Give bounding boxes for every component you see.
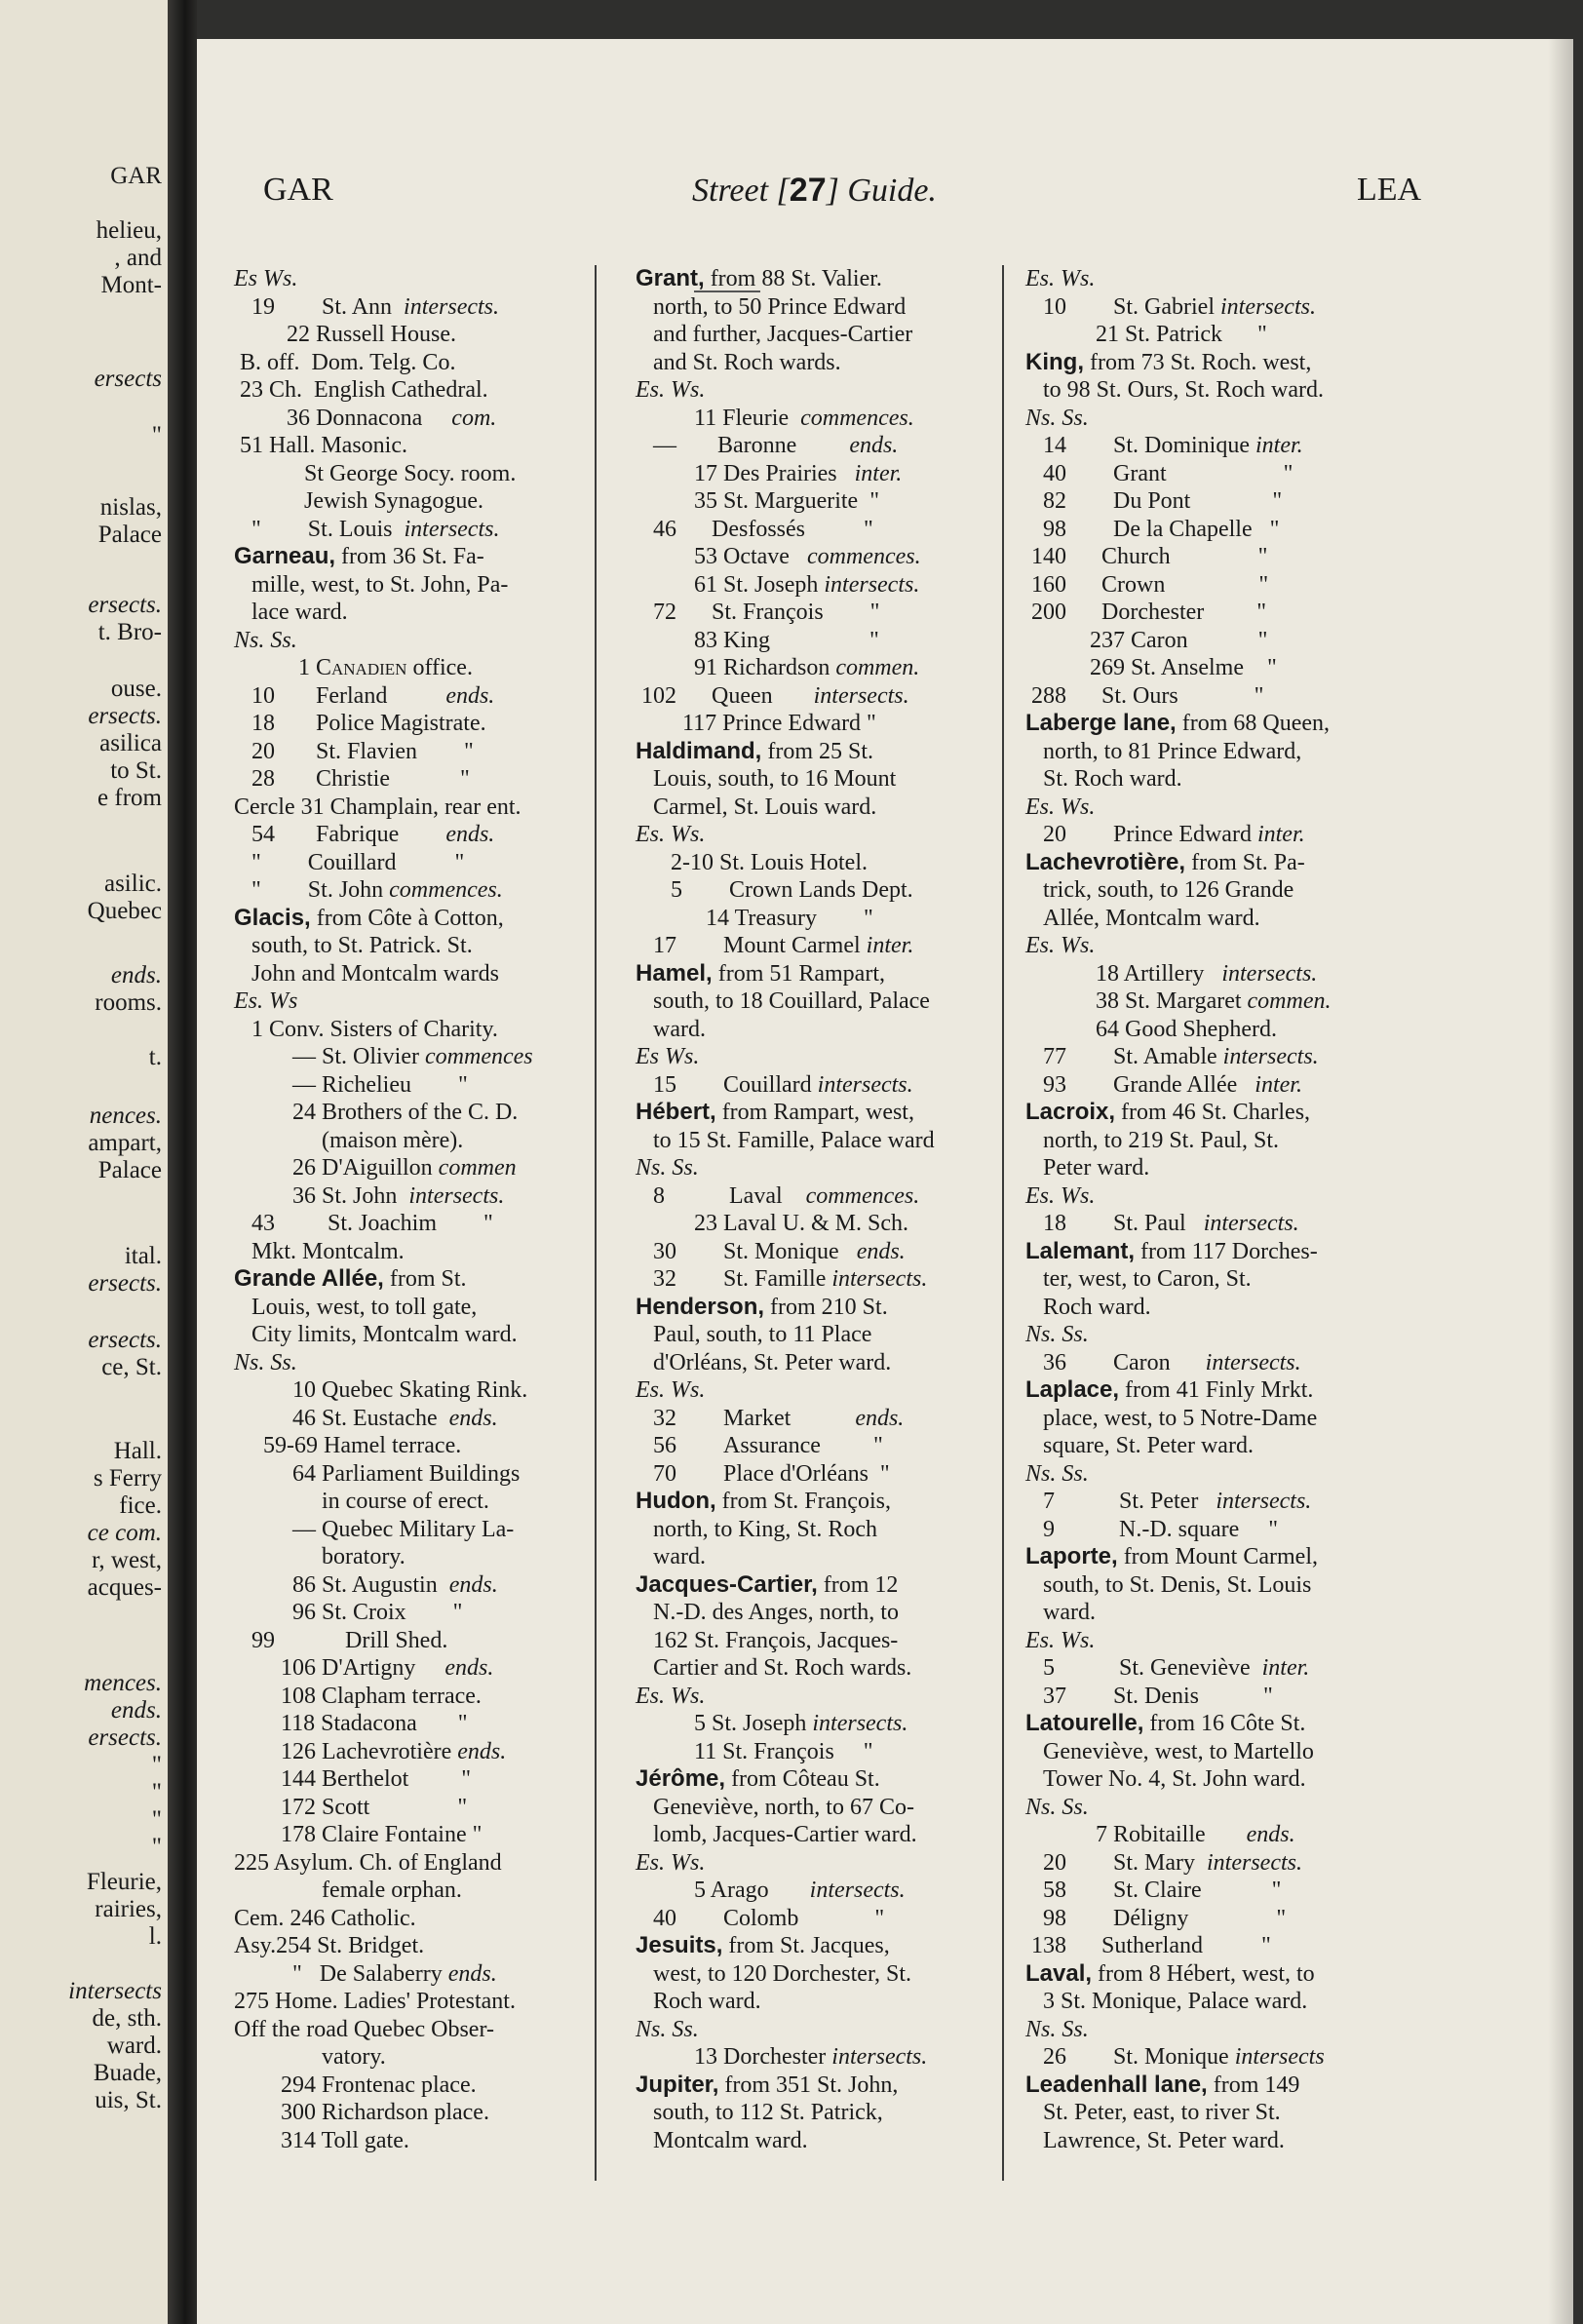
- directory-line: 106 D'Artigny ends.: [234, 1655, 494, 1681]
- directory-line: Ns. Ss.: [1025, 1322, 1089, 1347]
- directory-line: 275 Home. Ladies' Protestant.: [234, 1989, 516, 2014]
- directory-line: Laporte, from Mount Carmel,: [1025, 1543, 1318, 1569]
- directory-line: 14 St. Dominique inter.: [1025, 433, 1303, 458]
- directory-line: 24 Brothers of the C. D.: [234, 1100, 519, 1125]
- directory-line: Asy.254 St. Bridget.: [234, 1933, 425, 1958]
- directory-line: d'Orléans, St. Peter ward.: [636, 1349, 892, 1375]
- directory-line: 23 Laval U. & M. Sch.: [636, 1211, 908, 1236]
- directory-line: Laval, from 8 Hébert, west, to: [1025, 1959, 1315, 1987]
- directory-line: Hudon, from St. François,: [636, 1488, 891, 1514]
- column-rule-left: [595, 265, 597, 2181]
- directory-line: south, to St. Denis, St. Louis: [1025, 1571, 1312, 1598]
- directory-line: Lawrence, St. Peter ward.: [1025, 2127, 1285, 2153]
- prev-page-line: l.: [148, 1923, 162, 1950]
- directory-line: Es. Ws.: [636, 1849, 706, 1876]
- directory-line: 61 St. Joseph intersects.: [636, 571, 920, 598]
- directory-line: Ns. Ss.: [1025, 2016, 1089, 2042]
- directory-line: 96 St. Croix ": [234, 1600, 463, 1625]
- directory-line: Off the road Quebec Obser-: [234, 2016, 494, 2042]
- directory-line: Lalemant, from 117 Dorches-: [1025, 1237, 1318, 1264]
- directory-line: 10 Quebec Skating Rink.: [234, 1377, 528, 1403]
- directory-line: Es. Ws.: [1025, 933, 1096, 958]
- directory-line: Montcalm ward.: [636, 2127, 808, 2153]
- directory-line: 46 Desfossés ": [636, 516, 873, 542]
- directory-line: Mkt. Montcalm.: [234, 1238, 405, 1264]
- directory-line: 300 Richardson place.: [234, 2100, 489, 2125]
- directory-line: 172 Scott ": [234, 1794, 468, 1820]
- directory-line: Geneviève, west, to Martello: [1025, 1738, 1314, 1764]
- directory-line: 1 Conv. Sisters of Charity.: [234, 1016, 498, 1042]
- prev-page-line: mences.: [84, 1670, 162, 1696]
- directory-line: 36 St. John intersects.: [234, 1182, 505, 1209]
- directory-line: Ns. Ss.: [1025, 1460, 1089, 1487]
- prev-page-line: ward.: [106, 2033, 162, 2059]
- directory-line: Es. Ws: [234, 988, 298, 1014]
- directory-line: 58 St. Claire ": [1025, 1878, 1282, 1903]
- prev-page-line: de, sth.: [92, 2005, 162, 2032]
- directory-line: 178 Claire Fontaine ": [234, 1822, 483, 1847]
- directory-line: west, to 120 Dorchester, St.: [636, 1960, 911, 1987]
- prev-page-line: ": [151, 422, 162, 448]
- directory-line: 32 St. Famille intersects.: [636, 1266, 928, 1292]
- directory-line: Laberge lane, from 68 Queen,: [1025, 710, 1331, 736]
- directory-line: 35 St. Marguerite ": [636, 488, 879, 514]
- directory-line: 7 Robitaille ends.: [1025, 1822, 1295, 1847]
- directory-line: Hébert, from Rampart, west,: [636, 1099, 914, 1125]
- directory-line: 56 Assurance ": [636, 1433, 883, 1458]
- directory-line: 64 Parliament Buildings: [234, 1460, 521, 1487]
- directory-line: place, west, to 5 Notre-Dame: [1025, 1405, 1318, 1431]
- directory-line: John and Montcalm wards: [234, 960, 499, 987]
- directory-line: 17 Des Prairies inter.: [636, 460, 903, 486]
- directory-line: 30 St. Monique ends.: [636, 1238, 906, 1264]
- directory-line: 83 King ": [636, 627, 879, 653]
- directory-line: (maison mère).: [234, 1127, 464, 1153]
- directory-line: 46 St. Eustache ends.: [234, 1405, 498, 1431]
- prev-page-line: ": [151, 1752, 162, 1778]
- directory-line: Roch ward.: [1025, 1294, 1151, 1320]
- prev-page-line: acques-: [87, 1574, 162, 1601]
- prev-page-line: nences.: [89, 1103, 162, 1129]
- prev-page-line: ersects.: [88, 1270, 162, 1297]
- directory-line: 10 Ferland ends.: [234, 682, 495, 709]
- prev-page-line: ": [151, 1806, 162, 1833]
- directory-line: Leadenhall lane, from 149: [1025, 2071, 1300, 2098]
- prev-page-line: ce, St.: [101, 1354, 162, 1380]
- directory-line: 40 Colomb ": [636, 1905, 885, 1931]
- directory-line: 15 Couillard intersects.: [636, 1071, 913, 1098]
- directory-line: 36 Donnacona com.: [234, 405, 497, 431]
- directory-line: — Richelieu ": [234, 1071, 468, 1098]
- directory-line: 8 Laval commences.: [636, 1182, 920, 1209]
- directory-line: north, to 50 Prince Edward: [636, 293, 907, 320]
- prev-page-line: Buade,: [93, 2060, 162, 2086]
- directory-line: " Couillard ": [234, 849, 465, 875]
- directory-line: Cercle 31 Champlain, rear ent.: [234, 794, 521, 820]
- directory-line: 59-69 Hamel terrace.: [234, 1433, 462, 1458]
- directory-line: 21 St. Patrick ": [1025, 322, 1267, 347]
- directory-line: 117 Prince Edward ": [636, 711, 876, 736]
- prev-page-line: fice.: [119, 1492, 162, 1519]
- directory-line: St George Socy. room.: [234, 460, 517, 486]
- directory-line: 64 Good Shepherd.: [1025, 1016, 1277, 1042]
- prev-page-line: nislas,: [99, 494, 162, 521]
- directory-line: Henderson, from 210 St.: [636, 1293, 888, 1320]
- prev-page-line: ": [151, 1834, 162, 1860]
- column-left: [234, 265, 641, 2154]
- prev-page-line: ends.: [110, 962, 162, 988]
- directory-line: 53 Octave commences.: [636, 544, 921, 569]
- directory-line: 18 St. Paul intersects.: [1025, 1211, 1299, 1236]
- directory-line: Geneviève, north, to 67 Co-: [636, 1794, 914, 1820]
- directory-line: 20 St. Mary intersects.: [1025, 1849, 1302, 1876]
- directory-line: 269 St. Anselme ": [1025, 655, 1277, 680]
- directory-line: 14 Treasury ": [636, 905, 873, 931]
- directory-line: 20 Prince Edward inter.: [1025, 822, 1305, 847]
- column-middle: [636, 265, 1037, 2154]
- directory-line: Jewish Synagogue.: [234, 488, 483, 514]
- prev-page-line: ampart,: [88, 1130, 162, 1156]
- directory-line: 9 N.-D. square ": [1025, 1516, 1279, 1542]
- directory-line: 118 Stadacona ": [234, 1711, 468, 1736]
- directory-line: 22 Russell House.: [234, 322, 456, 347]
- directory-line: north, to King, St. Roch: [636, 1516, 878, 1542]
- directory-line: Ns. Ss.: [234, 627, 297, 653]
- prev-page-line: ce com.: [87, 1520, 162, 1546]
- directory-line: 72 St. François ": [636, 600, 880, 625]
- directory-line: 18 Police Magistrate.: [234, 711, 486, 736]
- directory-line: 51 Hall. Masonic.: [234, 433, 407, 458]
- prev-page-line: to St.: [110, 757, 162, 784]
- directory-line: 102 Queen intersects.: [636, 682, 909, 709]
- directory-line: 43 St. Joachim ": [234, 1211, 493, 1236]
- prev-page-line: e from: [97, 785, 162, 811]
- directory-line: Ns. Ss.: [1025, 405, 1089, 431]
- directory-line: south, to St. Patrick. St.: [234, 933, 473, 958]
- directory-line: King, from 73 St. Roch. west,: [1025, 348, 1312, 375]
- prev-page-line: uis, St.: [95, 2087, 162, 2113]
- prev-page-line: rooms.: [95, 989, 162, 1016]
- directory-line: 99 Drill Shed.: [234, 1627, 448, 1653]
- prev-page-line: , and: [114, 245, 162, 271]
- directory-line: Garneau, from 36 St. Fa-: [234, 543, 484, 569]
- directory-line: Es. Ws.: [1025, 794, 1096, 820]
- directory-line: 17 Mount Carmel inter.: [636, 933, 914, 958]
- header-right: LEA: [1357, 172, 1422, 208]
- prev-page-line: ersects.: [88, 592, 162, 618]
- directory-line: and further, Jacques-Cartier: [636, 322, 913, 347]
- directory-line: 3 St. Monique, Palace ward.: [1025, 1989, 1308, 2014]
- prev-page-line: s Ferry: [93, 1465, 162, 1491]
- directory-line: City limits, Montcalm ward.: [234, 1322, 518, 1347]
- directory-line: 1 Canadien office.: [234, 655, 473, 680]
- directory-line: Es. Ws.: [636, 1377, 706, 1403]
- prev-page-line: rairies,: [95, 1896, 162, 1922]
- prev-page-line: ersects.: [88, 1327, 162, 1353]
- directory-line: 13 Dorchester intersects.: [636, 2044, 928, 2070]
- directory-line: to 98 St. Ours, St. Roch ward.: [1025, 377, 1324, 403]
- directory-line: trick, south, to 126 Grande: [1025, 877, 1294, 903]
- directory-line: and St. Roch wards.: [636, 349, 841, 375]
- directory-line: 77 St. Amable intersects.: [1025, 1044, 1319, 1069]
- directory-line: mille, west, to St. John, Pa-: [234, 571, 509, 598]
- directory-line: " De Salaberry ends.: [234, 1960, 497, 1987]
- directory-line: Hamel, from 51 Rampart,: [636, 959, 885, 987]
- directory-line: 7 St. Peter intersects.: [1025, 1489, 1312, 1514]
- directory-line: Es. Ws.: [636, 822, 706, 847]
- directory-line: 5 St. Geneviève inter.: [1025, 1655, 1310, 1681]
- directory-line: 98 De la Chapelle ": [1025, 516, 1280, 542]
- prev-page-line: Hall.: [113, 1438, 162, 1464]
- directory-line: 162 St. François, Jacques-: [636, 1627, 899, 1653]
- directory-line: 5 Crown Lands Dept.: [636, 877, 913, 903]
- prev-page-line: t.: [148, 1044, 162, 1070]
- prev-page-line: helieu,: [96, 217, 162, 244]
- prev-page-line: asilic.: [103, 871, 162, 897]
- prev-page-line: ouse.: [110, 676, 162, 702]
- directory-line: 5 Arago intersects.: [636, 1878, 906, 1903]
- directory-line: Louis, south, to 16 Mount: [636, 766, 897, 792]
- directory-line: female orphan.: [234, 1878, 462, 1903]
- directory-line: 54 Fabrique ends.: [234, 822, 495, 847]
- directory-line: Laplace, from 41 Finly Mrkt.: [1025, 1376, 1314, 1403]
- directory-line: Es. Ws.: [636, 1683, 706, 1709]
- directory-line: ward.: [1025, 1600, 1096, 1625]
- prev-page-line: ersects: [94, 366, 162, 392]
- directory-line: 26 St. Monique intersects: [1025, 2044, 1325, 2070]
- directory-line: Es Ws.: [636, 1044, 700, 1069]
- directory-line: Es. Ws.: [1025, 1182, 1096, 1209]
- directory-line: Es. Ws.: [636, 377, 706, 403]
- prev-page-line: Palace: [97, 522, 162, 548]
- directory-line: Paul, south, to 11 Place: [636, 1322, 872, 1347]
- prev-page-line: ": [151, 1779, 162, 1805]
- directory-line: 294 Frontenac place.: [234, 2072, 477, 2098]
- directory-line: Ns. Ss.: [636, 2016, 699, 2042]
- prev-page-line: Mont-: [100, 272, 162, 298]
- directory-line: 40 Grant ": [1025, 460, 1293, 486]
- directory-line: 288 St. Ours ": [1025, 682, 1264, 709]
- directory-line: Jérôme, from Côteau St.: [636, 1765, 880, 1792]
- directory-line: lomb, Jacques-Cartier ward.: [636, 1822, 917, 1847]
- directory-line: Tower No. 4, St. John ward.: [1025, 1766, 1306, 1792]
- directory-line: 86 St. Augustin ends.: [234, 1571, 498, 1598]
- header-center-text: Street [27] Guide.: [692, 172, 937, 209]
- directory-line: 11 St. François ": [636, 1738, 873, 1764]
- directory-line: 160 Crown ": [1025, 571, 1269, 598]
- directory-line: Lachevrotière, from St. Pa-: [1025, 848, 1305, 875]
- prev-page-line: ends.: [110, 1697, 162, 1724]
- directory-line: south, to 18 Couillard, Palace: [636, 988, 930, 1014]
- directory-line: 2-10 St. Louis Hotel.: [636, 849, 868, 875]
- directory-line: 314 Toll gate.: [234, 2127, 409, 2153]
- prev-page-line: GAR: [110, 163, 162, 189]
- directory-line: Grant, from 88 St. Valier.: [636, 265, 882, 291]
- directory-line: Roch ward.: [636, 1989, 761, 2014]
- directory-line: in course of erect.: [234, 1489, 489, 1514]
- header-center: [692, 174, 937, 208]
- directory-line: 82 Du Pont ": [1025, 488, 1283, 514]
- directory-line: — St. Olivier commences: [234, 1044, 533, 1069]
- previous-page-edge: [0, 0, 168, 2324]
- directory-line: boratory.: [234, 1544, 405, 1569]
- page-shadow: [1548, 39, 1573, 2324]
- directory-line: Louis, west, to toll gate,: [234, 1294, 478, 1320]
- directory-line: 11 Fleurie commences.: [636, 405, 914, 431]
- directory-line: 70 Place d'Orléans ": [636, 1460, 890, 1487]
- header-left: GAR: [263, 172, 333, 208]
- directory-line: 108 Clapham terrace.: [234, 1683, 482, 1709]
- prev-page-line: Palace: [97, 1157, 162, 1183]
- directory-line: 28 Christie ": [234, 766, 470, 792]
- directory-line: 144 Berthelot ": [234, 1766, 472, 1792]
- directory-line: north, to 81 Prince Edward,: [1025, 738, 1302, 764]
- directory-line: ward.: [636, 1016, 706, 1042]
- directory-line: Es. Ws.: [1025, 266, 1096, 291]
- prev-page-line: ersects.: [88, 1724, 162, 1751]
- directory-line: Es. Ws.: [1025, 1627, 1096, 1653]
- directory-line: Ns. Ss.: [636, 1155, 699, 1181]
- directory-line: 126 Lachevrotière ends.: [234, 1738, 507, 1764]
- prev-page-line: ersects.: [88, 703, 162, 729]
- directory-line: 237 Caron ": [1025, 627, 1268, 653]
- directory-line: 38 St. Margaret commen.: [1025, 988, 1332, 1014]
- directory-line: Jesuits, from St. Jacques,: [636, 1932, 890, 1958]
- directory-line: ter, west, to Caron, St.: [1025, 1266, 1252, 1292]
- directory-line: 5 St. Joseph intersects.: [636, 1711, 908, 1736]
- directory-line: square, St. Peter ward.: [1025, 1433, 1254, 1458]
- directory-line: Cartier and St. Roch wards.: [636, 1655, 912, 1681]
- directory-line: Jacques-Cartier, from 12: [636, 1570, 899, 1598]
- directory-line: B. off. Dom. Telg. Co.: [234, 349, 456, 375]
- directory-line: vatory.: [234, 2044, 386, 2070]
- directory-line: Ns. Ss.: [1025, 1794, 1089, 1820]
- directory-line: 140 Church ": [1025, 544, 1268, 569]
- directory-line: " St. Louis intersects.: [234, 516, 500, 542]
- directory-line: — Quebec Military La-: [234, 1516, 515, 1542]
- directory-line: 98 Déligny ": [1025, 1905, 1287, 1931]
- prev-page-line: Fleurie,: [86, 1869, 162, 1895]
- directory-line: Jupiter, from 351 St. John,: [636, 2071, 899, 2098]
- directory-line: 37 St. Denis ": [1025, 1683, 1273, 1709]
- prev-page-line: r, west,: [92, 1547, 162, 1573]
- directory-line: 26 D'Aiguillon commen: [234, 1155, 517, 1181]
- directory-line: 18 Artillery intersects.: [1025, 960, 1318, 987]
- directory-line: Haldimand, from 25 St.: [636, 737, 874, 764]
- directory-line: Lacroix, from 46 St. Charles,: [1025, 1099, 1311, 1125]
- column-right: [1025, 265, 1439, 2154]
- directory-line: — Baronne ends.: [636, 433, 899, 458]
- directory-line: Glacis, from Côte à Cotton,: [234, 904, 504, 931]
- directory-line: Peter ward.: [1025, 1155, 1150, 1181]
- directory-line: 36 Caron intersects.: [1025, 1349, 1301, 1375]
- prev-page-line: intersects: [68, 1978, 162, 2004]
- directory-line: St. Roch ward.: [1025, 766, 1182, 792]
- directory-line: lace ward.: [234, 600, 348, 625]
- directory-line: 20 St. Flavien ": [234, 738, 474, 764]
- directory-line: to 15 St. Famille, Palace ward: [636, 1127, 935, 1153]
- directory-line: 32 Market ends.: [636, 1405, 905, 1431]
- directory-line: 93 Grande Allée inter.: [1025, 1071, 1302, 1098]
- directory-line: N.-D. des Anges, north, to: [636, 1600, 899, 1625]
- directory-line: 19 St. Ann intersects.: [234, 293, 500, 320]
- prev-page-line: ital.: [124, 1243, 162, 1269]
- directory-line: " St. John commences.: [234, 877, 503, 903]
- directory-line: 225 Asylum. Ch. of England: [234, 1849, 502, 1876]
- directory-line: 138 Sutherland ": [1025, 1933, 1271, 1958]
- directory-line: Cem. 246 Catholic.: [234, 1905, 416, 1931]
- prev-page-line: Quebec: [87, 898, 162, 924]
- directory-line: Allée, Montcalm ward.: [1025, 905, 1260, 931]
- directory-line: south, to 112 St. Patrick,: [636, 2100, 883, 2125]
- directory-line: 10 St. Gabriel intersects.: [1025, 293, 1316, 320]
- directory-line: ward.: [636, 1544, 706, 1569]
- directory-line: Latourelle, from 16 Côte St.: [1025, 1710, 1306, 1736]
- directory-line: Ns. Ss.: [234, 1349, 297, 1375]
- directory-line: 91 Richardson commen.: [636, 655, 920, 680]
- column-rule-right: [1002, 265, 1004, 2181]
- directory-line: Grande Allée, from St.: [234, 1265, 467, 1292]
- directory-line: St. Peter, east, to river St.: [1025, 2100, 1281, 2125]
- directory-line: 200 Dorchester ": [1025, 600, 1267, 625]
- prev-page-line: asilica: [99, 730, 162, 756]
- directory-line: Carmel, St. Louis ward.: [636, 794, 877, 820]
- book-gutter: [168, 0, 197, 2324]
- directory-line: north, to 219 St. Paul, St.: [1025, 1127, 1280, 1153]
- directory-line: 23 Ch. English Cathedral.: [234, 377, 488, 403]
- book-page: [197, 39, 1573, 2324]
- prev-page-line: t. Bro-: [97, 619, 162, 645]
- directory-line: Es Ws.: [234, 266, 298, 291]
